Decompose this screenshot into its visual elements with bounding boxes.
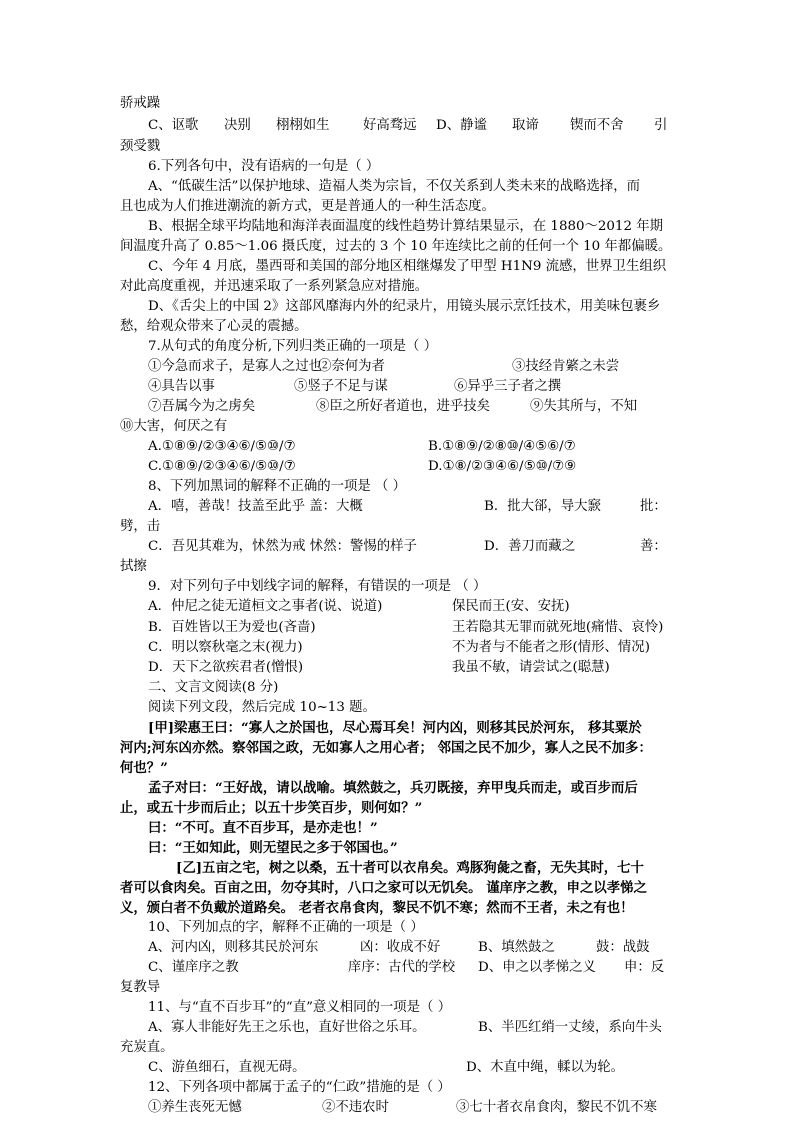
text-segment: C.①⑧⑨/②③④⑥/⑤⑩/⑦ (148, 459, 296, 475)
text-segment: B、半匹红绡一丈绫，系向牛头 (478, 1019, 662, 1035)
text-segment: 庠序：古代的学校 (348, 959, 456, 975)
text-segment: ⑨失其所与，不知 (530, 399, 638, 415)
text-segment: 10、下列加点的字，解释不正确的一项是（ ） (148, 919, 424, 935)
text-segment: ②不违农时 (322, 1100, 389, 1115)
text-segment: 复教导 (120, 979, 161, 995)
text-segment: 二、文言文阅读(8 分) (148, 679, 279, 695)
text-segment: B.①⑧⑨/②⑧⑩/④⑤⑥/⑦ (428, 439, 576, 455)
text-segment: 孟子对曰：“王好战，请以战喻。填然鼓之，兵刃既接，弃甲曳兵而走，或百步而后 (148, 779, 638, 796)
text-segment: 取谛 (512, 117, 539, 133)
text-segment: ①养生丧死无憾 (148, 1100, 242, 1115)
text-segment: C．明以察秋毫之末(视力) (148, 639, 303, 655)
text-segment: 王若隐其无罪而就死地(痛惜、哀怜) (452, 619, 664, 635)
text-segment: 劈，击 (120, 519, 161, 535)
text-segment: 决别 (224, 117, 251, 133)
text-segment: 且也成为人们推进潮流的新方式，更是普通人的一种生活态度。 (120, 199, 495, 214)
text-segment: 保民而王(安、安抚) (452, 599, 570, 615)
text-segment: ②奈何为者 (318, 359, 385, 375)
text-segment: 对此高度重视，并迅速采取了一系列紧急应对措施。 (120, 279, 428, 295)
text-segment: ⑦吾属今为之虏矣 (148, 399, 256, 415)
text-segment: ①今急而求子，是寡人之过也 (148, 359, 323, 375)
text-segment: D.①⑧/②③④⑥/⑤⑩/⑦⑨ (428, 459, 577, 475)
text-segment: 间温度升高了 0.85～1.06 摄氏度，过去的 3 个 10 年连续比之前的任何一个 10 年都偏暖。 (120, 239, 672, 254)
text-segment: 善： (640, 539, 667, 555)
text-segment: 凶：收成不好 (360, 939, 441, 955)
text-segment: A．仲尼之徒无道桓文之事者(说、说道) (148, 599, 383, 615)
text-segment: D、静谧 (436, 117, 487, 133)
text-segment: 充炭直。 (120, 1039, 174, 1055)
text-segment: 骄戒躁 (120, 96, 161, 111)
text-segment: 批： (640, 499, 667, 515)
text-segment: 我虽不敏，请尝试之(聪慧) (452, 659, 610, 675)
text-segment: 曰：“不可。直不百步耳，是亦走也！” (148, 819, 378, 836)
text-segment: 何也？” (120, 759, 168, 776)
text-segment: C、今年 4 月底，墨西哥和美国的部分地区相继爆发了甲型 H1N9 流感，世界卫生组织 (148, 259, 667, 274)
text-segment: 锲而不舍 (570, 117, 624, 133)
text-segment: A、“低碳生活”以保护地球、造福人类为宗旨，不仅关系到人类未来的战略选择，而 (148, 179, 641, 194)
text-segment: 栩栩如生 (276, 117, 330, 133)
text-segment: 6.下列各句中，没有语病的一句是（ ） (148, 158, 380, 174)
text-segment: D、《舌尖上的中国 2》这部风靡海内外的纪录片，用镜头展示烹饪技术，用美味包裹乡 (148, 299, 661, 315)
text-segment: D、木直中绳，輮以为轮。 (466, 1060, 625, 1075)
text-segment: 河内;河东凶亦然。察邻国之政，无如寡人之用心者； 邻国之民不加少，寡人之民不加多： (120, 739, 652, 756)
text-segment: D．善刀而藏之 (484, 539, 576, 555)
text-segment: [乙]五亩之宅，树之以桑，五十者可以衣帛矣。鸡豚狗彘之畜，无失其时，七十 (176, 859, 644, 876)
text-segment: 7.从句式的角度分析,下列归类正确的一项是（ ） (148, 339, 438, 355)
text-segment: 鼓：战鼓 (596, 939, 650, 955)
text-segment: ⑥异乎三子者之撰 (454, 379, 562, 395)
text-segment: C、游鱼细石，直视无碍。 (148, 1060, 306, 1075)
text-segment: ③技经肯綮之未尝 (512, 359, 620, 375)
text-segment: A.①⑧⑨/②③④⑥/⑤⑩/⑦ (148, 439, 296, 455)
text-segment: 12、下列各项中都属于孟子的“仁政”措施的是（ ） (148, 1080, 451, 1095)
text-segment: 止，或五十步而后止；以五十步笑百步，则何如？” (120, 799, 423, 816)
text-segment: ⑧臣之所好者道也，进乎技矣 (316, 399, 491, 415)
text-segment: A．嘻，善哉！技盖至此乎 盖：大概 (148, 499, 363, 515)
text-segment: B．批大郤，导大窾 (484, 499, 601, 515)
text-segment: 者可以食肉矣。百亩之田，勿夺其时，八口之家可以无饥矣。 谨庠序之教，申之以孝悌之 (120, 879, 647, 896)
text-segment: ⑤竖子不足与谋 (294, 379, 388, 395)
text-segment: C．吾见其难为，怵然为戒 怵然：警惕的样子 (148, 539, 417, 555)
text-segment: ⑩大害，何厌之有 (120, 419, 228, 435)
text-segment: C、谨庠序之教 (148, 959, 239, 975)
text-segment: A、寡人非能好先王之乐也，直好世俗之乐耳。 (148, 1019, 426, 1035)
text-segment: D、申之以孝悌之义 (478, 959, 596, 975)
text-segment: 9．对下列句子中划线字词的解释，有错误的一项是 （ ） (148, 579, 487, 595)
text-segment: B、填然鼓之 (478, 939, 555, 955)
text-segment: A、河内凶，则移其民於河东 (148, 939, 319, 955)
text-segment: 好高骛远 (363, 117, 417, 133)
text-segment: 颈受戮 (120, 138, 161, 154)
text-segment: 阅读下列文段，然后完成 10~13 题。 (148, 699, 376, 715)
text-segment: 曰：“王如知此，则无望民之多于邻国也。” (148, 839, 398, 856)
text-segment: [甲]梁惠王曰：“寡人之於国也，尽心焉耳矣！河内凶，则移其民於河东， 移其粟於 (148, 719, 642, 736)
text-segment: D．天下之欲疾君者(憎恨) (148, 659, 304, 675)
text-segment: B．百姓皆以王为爱也(吝啬) (148, 619, 316, 635)
text-segment: 拭擦 (120, 559, 147, 575)
text-segment: 8、下列加黑词的解释不正确的一项是 （ ） (148, 479, 407, 495)
text-segment: 愁，给观众带来了心灵的震撼。 (120, 319, 308, 335)
text-segment: B、根据全球平均陆地和海洋表面温度的线性趋势计算结果显示，在 1880～2012 年期 (148, 219, 664, 234)
text-segment: 引 (654, 117, 668, 133)
text-segment: 不为者与不能者之形(情形、情况) (452, 639, 650, 655)
text-segment: 11、与“直不百步耳”的“直”意义相同的一项是（ ） (148, 999, 452, 1015)
text-segment: ③七十者衣帛食肉，黎民不饥不寒 (456, 1100, 657, 1115)
text-segment: C、讴歌 (148, 117, 199, 133)
text-segment: 申：反 (624, 959, 665, 975)
text-segment: ④具告以事 (148, 379, 215, 395)
text-segment: 义，颁白者不负戴於道路矣。 老者衣帛食肉，黎民不饥不寒；然而不王者，未之有也！ (120, 899, 634, 916)
